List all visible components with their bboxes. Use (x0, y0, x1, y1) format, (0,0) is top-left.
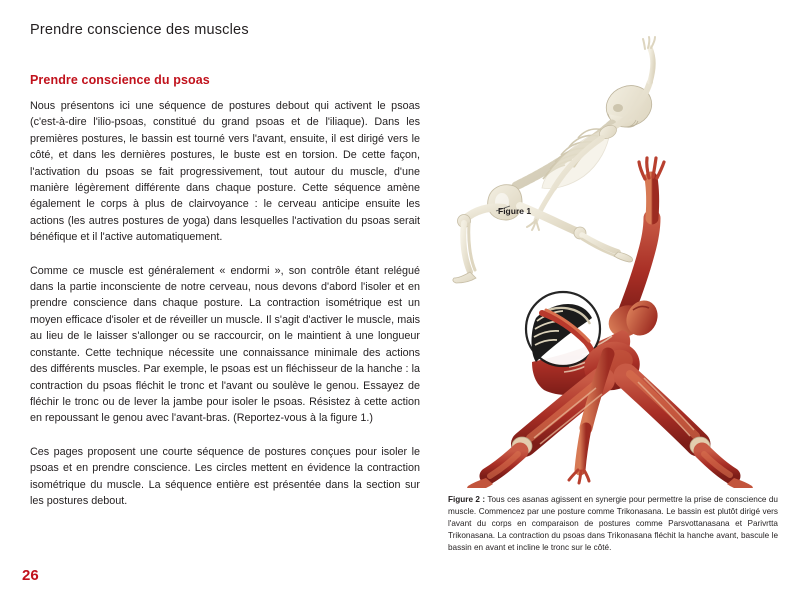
page-title: Prendre conscience des muscles (30, 22, 249, 38)
figure1-skeleton (453, 37, 658, 283)
figure2-caption-text: Tous ces asanas agissent en synergie pour permettre la prise de conscience du muscle. Commencez par une posture comme Trikonasana. Le bassin est plutôt dirigé vers l'avant du corps en comparaison de postures comme Parsvottanasana et Parivrtta Trikonasana. La contraction du psoas dans Trikonasana fléchit la hanche avant, bascule le bassin en avant et incline le tronc sur le côté. (448, 495, 778, 552)
page-number: 26 (22, 567, 39, 584)
anatomy-illustration (436, 18, 780, 488)
figure2-caption-label: Figure 2 : (448, 495, 486, 504)
body-text-column (30, 98, 420, 526)
paragraph-2: Comme ce muscle est généralement « endormi », son contrôle étant relégué dans la partie inconsciente de notre cerveau, nous devons d'abord l'isoler et en prendre conscience dans chaque posture. La contraction isométrique est un moyen efficace d'isoler et de réveiller un muscle. Il s'agit d'activer le muscle, mais au lieu de le laisser s'allonger ou se raccourcir, on le maintient à une longueur constante. Cette technique nécessite une connaissance minimale des actions des différents muscles. Par exemple, le psoas est un fléchisseur de la hanche : la contraction du psoas fléchit le tronc et l'avant ou soulève le genou. Essayez de fléchir le tronc ou de lever la jambe pour isoler le psoas. Résistez à cette action en repoussant le genou avec l'avant-bras. (Reportez-vous à la figure 1.) (30, 264, 420, 425)
paragraph-3: Ces pages proposent une courte séquence de postures conçues pour isoler le psoas et en prendre conscience. Les circles mettent en évidence la contraction isométrique du muscle. La séquence entière est présentée dans la section sur les postures debout. (30, 445, 420, 507)
paragraph-1: Nous présentons ici une séquence de postures debout qui activent le psoas (c'est-à-dire l'ilio-psoas, constitué du grand psoas et de l'iliaque). Dans les premières postures, le bassin est tourné vers l'avant, ensuite, il est dirigé vers le côté, et dans les dernières postures, le buste est en torsion. De cette façon, l'activation du psoas se fait progressivement, tout autour du muscle, d'une manière légèrement différente dans chaque posture. Cette séquence amène également le corps à plus de clairvoyance : le cerveau anticipe ensuite les actions (les autres postures de yoga) dans lesquelles l'activation du psoas serait bénéfique et il l'active automatiquement. (30, 100, 420, 244)
figure1-label: Figure 1 (498, 206, 532, 216)
figure2-caption (448, 494, 778, 553)
illustration-column (436, 18, 780, 488)
section-heading: Prendre conscience du psoas (30, 73, 210, 87)
